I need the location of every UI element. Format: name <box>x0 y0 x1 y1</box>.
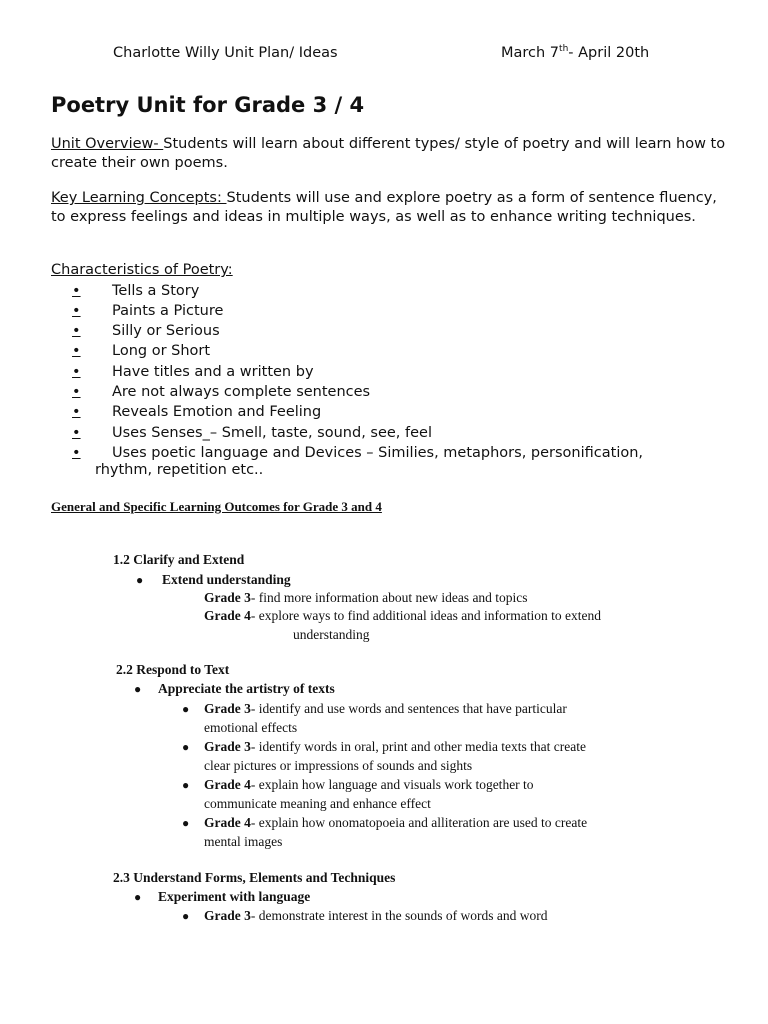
outcome-item <box>204 739 586 755</box>
section-2-3-title: 2.3 Understand Forms, Elements and Techniques <box>113 870 396 885</box>
grade-label: Grade 3 <box>204 701 251 716</box>
unit-overview-label: Unit Overview- <box>51 136 164 152</box>
characteristics-heading: Characteristics of Poetry: <box>51 262 233 278</box>
grade-label: Grade 3 <box>204 590 251 605</box>
bullet: ● <box>134 682 142 696</box>
bullet: • <box>72 303 81 319</box>
outcome-item-cont: clear pictures or impressions of sounds and sights <box>204 758 473 773</box>
list-item <box>72 321 220 341</box>
header-date-sup: th <box>559 44 569 55</box>
grade-label: Grade 4 <box>204 777 251 792</box>
bullet: • <box>72 384 81 400</box>
list-item-text: Paints a Picture <box>112 303 224 319</box>
list-item <box>72 281 199 301</box>
key-concepts <box>51 189 731 226</box>
section-1-2-sub: Extend understanding <box>162 572 291 587</box>
grade-label: Grade 4 <box>204 608 251 623</box>
unit-overview <box>51 135 731 172</box>
outcome-text: - explain how onomatopoeia and alliteration are used to create <box>250 815 588 830</box>
grade-label: Grade 4 <box>204 815 251 830</box>
bullet: • <box>72 425 81 441</box>
bullet: • <box>72 323 81 339</box>
bullet: • <box>72 404 81 420</box>
list-item <box>72 301 223 321</box>
bullet: ● <box>182 740 190 754</box>
outcome-item <box>204 815 587 831</box>
outcome-text: - explain how language and visuals work together to <box>250 777 534 792</box>
list-item-continuation: rhythm, repetition etc.. <box>95 462 264 478</box>
section-2-3-sub: Experiment with language <box>158 889 311 904</box>
section-1-2-grade4 <box>204 608 601 624</box>
unit-overview-text: Students will learn about different types/ style of poetry and will learn how to create their own poems. <box>51 136 726 171</box>
outcome-item <box>204 908 547 924</box>
list-item <box>72 362 314 382</box>
header-date-rest: - April 20th <box>568 45 650 61</box>
list-item-text: Uses Senses_– Smell, taste, sound, see, feel <box>112 425 432 441</box>
grade-text: - explore ways to find additional ideas and information to extend <box>250 608 602 623</box>
section-2-2-sub: Appreciate the artistry of texts <box>158 681 335 696</box>
grade-text: - find more information about new ideas and topics <box>250 590 528 605</box>
grade-label: Grade 3 <box>204 739 251 754</box>
bullet: ● <box>182 909 190 923</box>
list-item-text: Silly or Serious <box>112 323 220 339</box>
key-concepts-text: Students will use and explore poetry as a form of sentence fluency, to express feelings and ideas in multiple ways, as well as to enhance writing techniques. <box>51 190 717 225</box>
bullet: • <box>72 343 81 359</box>
list-item-text: Tells a Story <box>112 283 200 299</box>
bullet: • <box>72 283 81 299</box>
list-item <box>72 382 370 402</box>
page-title: Poetry Unit for Grade 3 / 4 <box>51 93 365 117</box>
outcome-text: - identify and use words and sentences that have particular <box>250 701 567 716</box>
list-item-text: Are not always complete sentences <box>112 384 371 400</box>
outcome-text: - demonstrate interest in the sounds of words and word <box>250 908 548 923</box>
list-item <box>72 423 432 443</box>
list-item-text: Reveals Emotion and Feeling <box>112 404 322 420</box>
header-date-main: March 7 <box>501 45 560 61</box>
section-1-2-grade3 <box>204 590 528 606</box>
grade-label: Grade 3 <box>204 908 251 923</box>
bullet: • <box>72 364 81 380</box>
header-date <box>501 45 649 61</box>
section-2-2-title: 2.2 Respond to Text <box>116 662 230 677</box>
outcome-item <box>204 701 567 717</box>
list-item <box>72 402 321 422</box>
bullet: ● <box>182 816 190 830</box>
outcome-text: - identify words in oral, print and other media texts that create <box>250 739 587 754</box>
bullet: ● <box>136 573 144 587</box>
key-concepts-label: Key Learning Concepts: <box>51 190 227 206</box>
outcome-item-cont: emotional effects <box>204 720 298 735</box>
list-item <box>72 443 643 463</box>
outcome-item-cont: communicate meaning and enhance effect <box>204 796 431 811</box>
bullet: ● <box>182 702 190 716</box>
bullet: • <box>72 445 81 461</box>
outcomes-heading: General and Specific Learning Outcomes for Grade 3 and 4 <box>51 499 382 514</box>
list-item-text: Long or Short <box>112 343 211 359</box>
header-left: Charlotte Willy Unit Plan/ Ideas <box>113 45 338 61</box>
outcome-item-cont: mental images <box>204 834 283 849</box>
section-1-2-title: 1.2 Clarify and Extend <box>113 552 245 567</box>
list-item <box>72 341 210 361</box>
section-1-2-grade4-cont: understanding <box>293 627 370 642</box>
bullet: ● <box>182 778 190 792</box>
outcome-item <box>204 777 534 793</box>
list-item-text: Have titles and a written by <box>112 364 314 380</box>
bullet: ● <box>134 890 142 904</box>
list-item-text: Uses poetic language and Devices – Similies, metaphors, personification, <box>112 445 644 461</box>
